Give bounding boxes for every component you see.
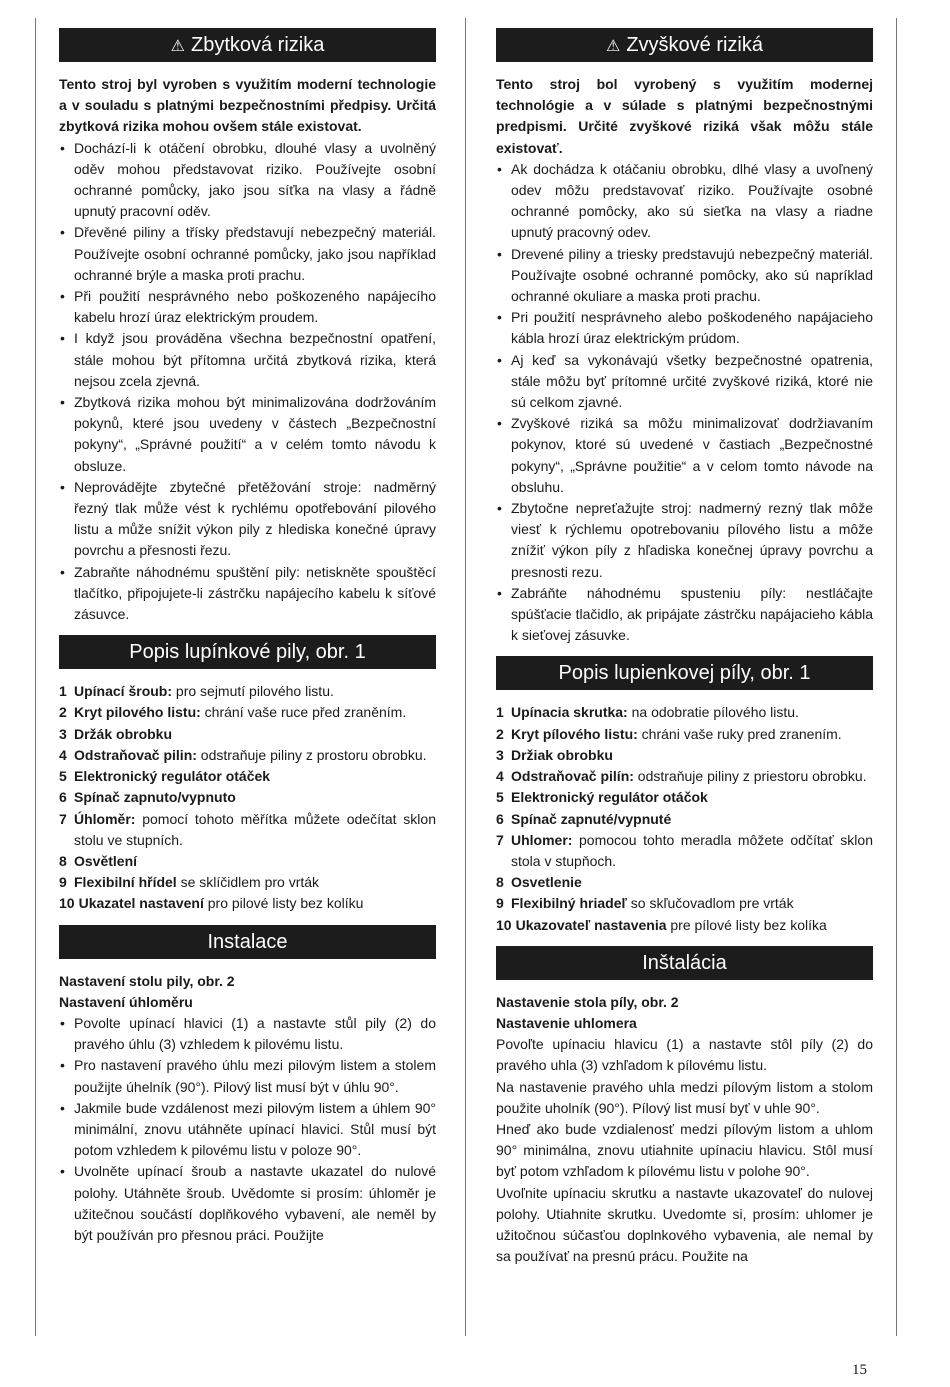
item-number: 10 bbox=[496, 916, 512, 933]
list-item: • Zabráňte náhodnému spusteniu píly: nestláčajte spúšťacie tlačidlo, ak pripájate zástrčku napájacieho kábla k sieťovej zásuvke. bbox=[496, 583, 873, 647]
item-text: odstraňuje piliny z prostoru obrobku. bbox=[196, 746, 427, 763]
item-number: 3 bbox=[59, 725, 67, 742]
item-text: pomocou tohto meradla môžete odčítať sklon stola v stupňoch. bbox=[511, 831, 873, 869]
list-item bbox=[496, 915, 873, 936]
parts-list bbox=[59, 681, 436, 914]
list-item: • Neprovádějte zbytečné přetěžování stroje: nadměrný řezný tlak může vést k rychlému opotřebování pilového listu a může snížit výkon pily z hlediska konečné úpravy povrchu a přesnosti řezu. bbox=[59, 477, 436, 562]
list-item: • Zbytočne nepreťažujte stroj: nadmerný rezný tlak môže viesť k rýchlemu opotrebovaniu pílového listu a môže znížiť výkon píly z hľadiska konečnej úpravy povrchu a presnosti rezu. bbox=[496, 498, 873, 583]
section-heading-installation bbox=[496, 946, 873, 980]
item-label: Osvětlení bbox=[74, 852, 138, 869]
item-label: Odstraňovač pilin: bbox=[74, 746, 197, 763]
list-item: • I když jsou prováděna všechna bezpečnostní opatření, stále mohou být přítomna určitá zbytková rizika, která nejsou zcela zjevná. bbox=[59, 328, 436, 392]
item-number: 4 bbox=[59, 746, 67, 763]
item-number: 4 bbox=[496, 768, 504, 785]
subheading: Nastavenie stola píly, obr. 2 bbox=[496, 993, 679, 1010]
list-item bbox=[496, 809, 873, 830]
item-label: Elektronický regulátor otáčok bbox=[511, 789, 708, 806]
item-label: Ukazatel nastavení bbox=[78, 895, 204, 912]
item-label: Upínací šroub: bbox=[74, 683, 173, 700]
list-item bbox=[59, 766, 436, 787]
list-item bbox=[496, 830, 873, 872]
heading-text: Zvyškové riziká bbox=[626, 34, 764, 56]
item-number: 2 bbox=[496, 725, 504, 742]
left-margin-rule bbox=[35, 18, 36, 1336]
heading-text: Instalace bbox=[207, 930, 288, 953]
section-heading-residual-risks bbox=[59, 28, 436, 62]
subheading: Nastavení stolu pily, obr. 2 bbox=[59, 972, 235, 989]
residual-risk-list bbox=[496, 159, 873, 647]
list-item: • Při použití nesprávného nebo poškozeného napájecího kabelu hrozí úraz elektrickým proudem. bbox=[59, 286, 436, 328]
list-item bbox=[59, 787, 436, 808]
list-item: • Zvyškové riziká sa môžu minimalizovať dodržiavaním pokynov, ktoré sú uvedené v častiach „Bezpečnostné pokyny“, „Správne použitie“ a v celom tomto návode na obsluhu. bbox=[496, 413, 873, 498]
parts-list bbox=[496, 702, 873, 935]
item-number: 10 bbox=[59, 895, 75, 912]
list-item: • Drevené piliny a triesky predstavujú nebezpečný materiál. Používajte osobné ochranné pomôcky, ako sú napríklad ochranné okuliare a maska proti prachu. bbox=[496, 244, 873, 308]
right-margin-rule bbox=[896, 18, 897, 1336]
list-item: • Pro nastavení pravého úhlu mezi pilovým listem a stolem použijte úhelník (90°). Pilový list musí být v úhlu 90°. bbox=[59, 1055, 436, 1097]
warning-triangle-icon: ⚠ bbox=[170, 38, 185, 55]
list-item bbox=[59, 851, 436, 872]
warning-triangle-icon: ⚠ bbox=[605, 38, 621, 55]
item-number: 1 bbox=[496, 704, 504, 721]
section-heading-residual-risks bbox=[496, 28, 873, 62]
list-item: • Zbytková rizika mohou být minimalizována dodržováním pokynů, které jsou uvedeny v částech „Bezpečnostní pokyny“, „Správné použití“ a v celém tomto návodu k obsluze. bbox=[59, 392, 436, 477]
heading-text: Inštalácia bbox=[642, 951, 727, 974]
list-item: • Zabraňte náhodnému spuštění pily: netiskněte spouštěcí tlačítko, připojujete-li zástrčku napájecího kabelu k síťové zásuvce. bbox=[59, 562, 436, 626]
section-heading-installation bbox=[59, 925, 436, 959]
list-item bbox=[59, 681, 436, 702]
item-label: Uhlomer: bbox=[511, 831, 573, 848]
list-item bbox=[496, 893, 873, 914]
item-label: Osvetlenie bbox=[511, 874, 582, 891]
list-item: • Dřevěné piliny a třísky představují nebezpečný materiál. Používejte osobní ochranné pomůcky, jako jsou například ochranné brýle a maska proti prachu. bbox=[59, 222, 436, 286]
item-text: pomocí tohoto měřítka můžete odečítat sklon stolu ve stupních. bbox=[74, 810, 436, 848]
item-text: pro pilové listy bez kolíku bbox=[203, 895, 364, 912]
item-label: Elektronický regulátor otáček bbox=[74, 768, 271, 785]
item-number: 8 bbox=[496, 874, 504, 891]
item-label: Úhloměr: bbox=[74, 810, 136, 827]
item-text: se sklíčidlem pro vrták bbox=[176, 874, 320, 891]
list-item: • Aj keď sa vykonávajú všetky bezpečnostné opatrenia, stále môžu byť prítomné určité zvyškové riziká, ktoré nie sú celkom zjavné. bbox=[496, 350, 873, 414]
list-item: • Ak dochádza k otáčaniu obrobku, dlhé vlasy a uvoľnený odev môžu predstavovať riziko. Používajte osobné ochranné pomôcky, ako sú sieťka na vlasy a riadne upnutý pracovný odev. bbox=[496, 159, 873, 244]
item-label: Kryt pílového listu: bbox=[511, 725, 638, 742]
item-label: Spínač zapnuto/vypnuto bbox=[74, 789, 236, 806]
heading-text: Zbytková rizika bbox=[190, 34, 325, 56]
heading-text: Popis lupienkovej píly, obr. 1 bbox=[558, 662, 811, 685]
list-item bbox=[496, 702, 873, 723]
item-label: Spínač zapnuté/vypnuté bbox=[511, 810, 672, 827]
item-label: Upínacia skrutka: bbox=[511, 704, 628, 721]
list-item bbox=[59, 872, 436, 893]
list-item bbox=[496, 724, 873, 745]
item-number: 5 bbox=[59, 768, 67, 785]
list-item: • Uvolněte upínací šroub a nastavte ukazatel do nulové polohy. Utáhněte šroub. Uvědomte si prosím: úhloměr je užitečnou součástí doplňkového vybavení, ale neměl by být používán pro přesnou práci. Použijte bbox=[59, 1161, 436, 1246]
item-number: 7 bbox=[59, 810, 67, 827]
item-number: 6 bbox=[496, 810, 504, 827]
item-label: Flexibilní hřídel bbox=[74, 874, 177, 891]
item-number: 6 bbox=[59, 789, 67, 806]
heading-text: Popis lupínkové pily, obr. 1 bbox=[129, 641, 366, 664]
item-text: na odobratie pílového listu. bbox=[627, 704, 799, 721]
residual-risk-list bbox=[59, 138, 436, 626]
item-label: Odstraňovač pilín: bbox=[511, 768, 634, 785]
paragraph: Uvoľnite upínaciu skrutku a nastavte ukazovateľ do nulovej polohy. Utiahnite skrutku. Uvedomte si, prosím: uhlomer je užitočnou súčasťou doplnkového vybavenia, ale nemal by sa používať na presnú prácu. Použite na bbox=[496, 1184, 873, 1265]
item-number: 1 bbox=[59, 683, 67, 700]
item-text: chráni vaše ruky pred zranením. bbox=[637, 725, 842, 742]
list-item bbox=[59, 809, 436, 851]
item-text: pre pílové listy bez kolíka bbox=[666, 916, 827, 933]
list-item: • Povolte upínací hlavici (1) a nastavte stůl pily (2) do pravého úhlu (3) vzhledem k pilovému listu. bbox=[59, 1013, 436, 1055]
list-item bbox=[59, 893, 436, 914]
list-item bbox=[496, 766, 873, 787]
item-number: 9 bbox=[59, 874, 67, 891]
list-item bbox=[496, 872, 873, 893]
item-number: 5 bbox=[496, 789, 504, 806]
center-column-rule bbox=[465, 18, 466, 1336]
paragraph: Povoľte upínaciu hlavicu (1) a nastavte stôl píly (2) do pravého uhla (3) vzhľadom k pílovému listu. bbox=[496, 1036, 873, 1074]
section-heading-description bbox=[496, 656, 873, 690]
page-number: 15 bbox=[852, 1362, 867, 1378]
item-label: Flexibilný hriadeľ bbox=[511, 895, 627, 912]
item-label: Kryt pilového listu: bbox=[74, 704, 201, 721]
left-column bbox=[59, 28, 436, 1246]
list-item: • Dochází-li k otáčení obrobku, dlouhé vlasy a uvolněný oděv mohou představovat riziko. Používejte osobní ochranné pomůcky, jako jsou síťka na vlasy a řádně upnutý pracovní oděv. bbox=[59, 138, 436, 223]
section-heading-description bbox=[59, 635, 436, 669]
list-item bbox=[59, 724, 436, 745]
item-number: 7 bbox=[496, 831, 504, 848]
paragraph: Hneď ako bude vzdialenosť medzi pílovým listom a uhlom 90° minimálna, znovu utiahnite upínaciu hlavicu. Stôl musí byť potom vzhľadom k pílovému listu v polohe 90°. bbox=[496, 1120, 873, 1180]
paragraph: Na nastavenie pravého uhla medzi pílovým listom a stolom použite uholník (90°). Pílový list musí byť v uhle 90°. bbox=[496, 1078, 873, 1116]
list-item bbox=[59, 702, 436, 723]
item-number: 8 bbox=[59, 852, 67, 869]
list-item bbox=[59, 745, 436, 766]
list-item: • Pri použití nesprávneho alebo poškodeného napájacieho kábla hrozí úraz elektrickým prúdom. bbox=[496, 307, 873, 349]
item-label: Držiak obrobku bbox=[511, 746, 613, 763]
intro-paragraph: Tento stroj bol vyrobený s využitím modernej technológie a v súlade s platnými bezpečnostnými predpismi. Určité zvyškové riziká však môžu stále existovať. bbox=[496, 76, 873, 156]
list-item bbox=[496, 787, 873, 808]
list-item bbox=[496, 745, 873, 766]
item-text: so skľučovadlom pre vrták bbox=[626, 895, 794, 912]
intro-paragraph: Tento stroj byl vyroben s využitím moderní technologie a v souladu s platnými bezpečnostními předpisy. Určitá zbytková rizika mohou ovšem stále existovat. bbox=[59, 76, 436, 135]
item-number: 9 bbox=[496, 895, 504, 912]
item-text: odstraňuje piliny z priestoru obrobku. bbox=[633, 768, 867, 785]
installation-list bbox=[59, 1013, 436, 1246]
list-item: • Jakmile bude vzdálenost mezi pilovým listem a úhlem 90° minimální, znovu utáhněte upínací hlavici. Stůl musí být potom vzhledem k pilovému listu v poloze 90°. bbox=[59, 1098, 436, 1162]
item-label: Držák obrobku bbox=[74, 725, 173, 742]
item-number: 3 bbox=[496, 746, 504, 763]
item-text: chrání vaše ruce před zraněním. bbox=[200, 704, 407, 721]
right-column bbox=[496, 28, 873, 1267]
subheading: Nastavení úhloměru bbox=[59, 993, 193, 1010]
item-text: pro sejmutí pilového listu. bbox=[172, 683, 334, 700]
item-number: 2 bbox=[59, 704, 67, 721]
subheading: Nastavenie uhlomera bbox=[496, 1014, 637, 1031]
item-label: Ukazovateľ nastavenia bbox=[515, 916, 667, 933]
